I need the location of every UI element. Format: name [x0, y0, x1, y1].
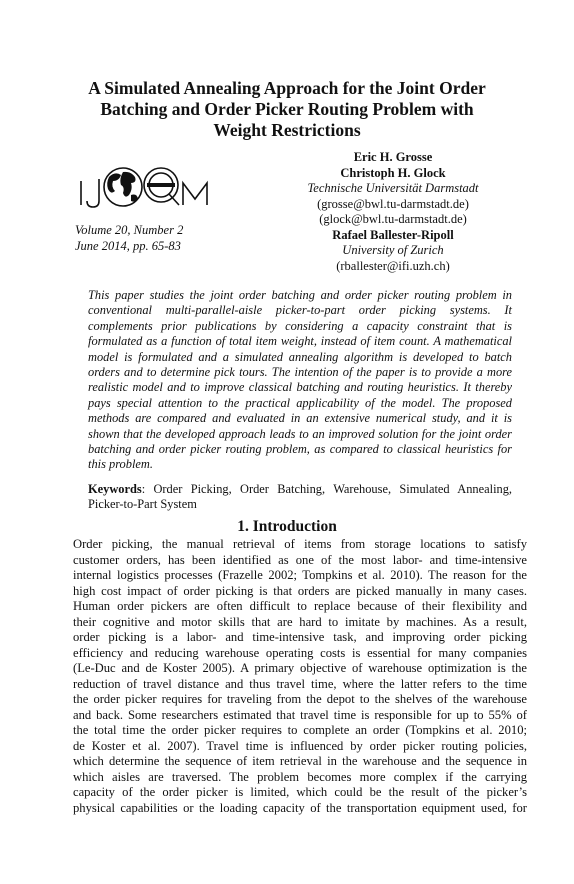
body-line: which determine the sequence of item retrieval in the warehouse and the sequence in [73, 754, 527, 768]
body-line: their cognitive and motor skills that are hard to imitate by machines. As a result, [73, 614, 527, 629]
author-email: (glock@bwl.tu-darmstadt.de) [319, 212, 467, 226]
body-line: Order picking, the manual retrieval of items from storage locations to satisfy [73, 537, 527, 551]
title-line: Batching and Order Picker Routing Problem with [100, 99, 474, 119]
body-line: de Koster et al. 2007). Travel time is influenced by order picker routing policies, [73, 738, 527, 753]
body-line: high cost impact of order picking is that orders are picked manually in many cases. [73, 583, 527, 598]
body-line: internal logistics processes (Frazelle 2002; Tompkins et al. 2010). The reason for the [73, 568, 527, 582]
journal-logo [75, 163, 233, 211]
keywords-label: Keywords [88, 482, 142, 496]
author-block [290, 150, 496, 274]
abstract: This paper studies the joint order batching and order picker routing problem in conventional multi-parallel-aisle picker-to-part order picking systems. It complements prior publications by considering a capacity constraint that is formulated as a function of total item weight, instead of item count. A mathematical model is formulated and a simulated annealing algorithm is developed to batch orders and to determine pick tours. The intention of the paper is to provide a more realistic model and to improve classical batching and routing heuristics. It thereby pays special attention to the practical applicability of the model. The proposed methods are compared and evaluated in an extensive numerical study, and it is shown that the developed approach leads to an improved solution for the joint order batching and order picker routing problem, as compared to classical heuristics for this problem. [88, 288, 512, 472]
body-line: customer orders, has been identified as one of the most labor- and time-intensive [73, 552, 527, 567]
section-heading: 1. Introduction [237, 518, 337, 535]
keywords-list: : Order Picking, Order Batching, Warehouse, Simulated Annealing, Picker-to-Part System [88, 482, 512, 512]
body-line: Human order pickers are often difficult to replace because of their flexibility and [73, 599, 527, 613]
author-name: Rafael Ballester-Ripoll [332, 227, 454, 242]
body-line: the order picker requires for traveling from the depot to the shelves of the warehouse [73, 692, 527, 706]
body-line: and back. Some researchers estimated that travel time is responsible for up to 55% of [73, 707, 527, 722]
journal-volume: Volume 20, Number 2 [75, 223, 184, 237]
author-email: (grosse@bwl.tu-darmstadt.de) [317, 196, 469, 211]
author-email: (rballester@ifi.uzh.ch) [336, 258, 450, 273]
author-affiliation: University of Zurich [342, 243, 444, 257]
body-line: the total time the order picker requires to complete an order (Tompkins et al. 2010; [73, 723, 527, 737]
keywords [88, 482, 512, 513]
body-line: which aisles are traversed. The problem becomes more complex if the carrying [73, 769, 527, 784]
paper-title [40, 78, 534, 141]
body-line: order picking is a labor- and time-intensive task, and improving order picking [73, 630, 527, 644]
body-text [73, 537, 527, 816]
author-affiliation: Technische Universität Darmstadt [307, 181, 479, 195]
author-name: Eric H. Grosse [353, 150, 433, 164]
body-line: reduction of travel distance and thus travel time, where the latter refers to the time [73, 676, 527, 691]
journal-issue-pages: June 2014, pp. 65-83 [75, 239, 181, 253]
body-line: capacity of the order picker is limited, which could be the result of the picker’s [73, 785, 527, 799]
body-line: physical capabilities or the loading capacity of the transportation equipment used, for [73, 800, 527, 815]
body-line: efficiency and reducing warehouse operating costs is essential for many companies [73, 645, 527, 660]
journal-volume-info [75, 222, 183, 254]
title-line: A Simulated Annealing Approach for the Joint Order [88, 78, 486, 98]
title-line: Weight Restrictions [213, 120, 361, 140]
body-line: (Le-Duc and de Koster 2005). A primary objective of warehouse optimization is the [73, 661, 527, 675]
author-name: Christoph H. Glock [340, 165, 446, 180]
